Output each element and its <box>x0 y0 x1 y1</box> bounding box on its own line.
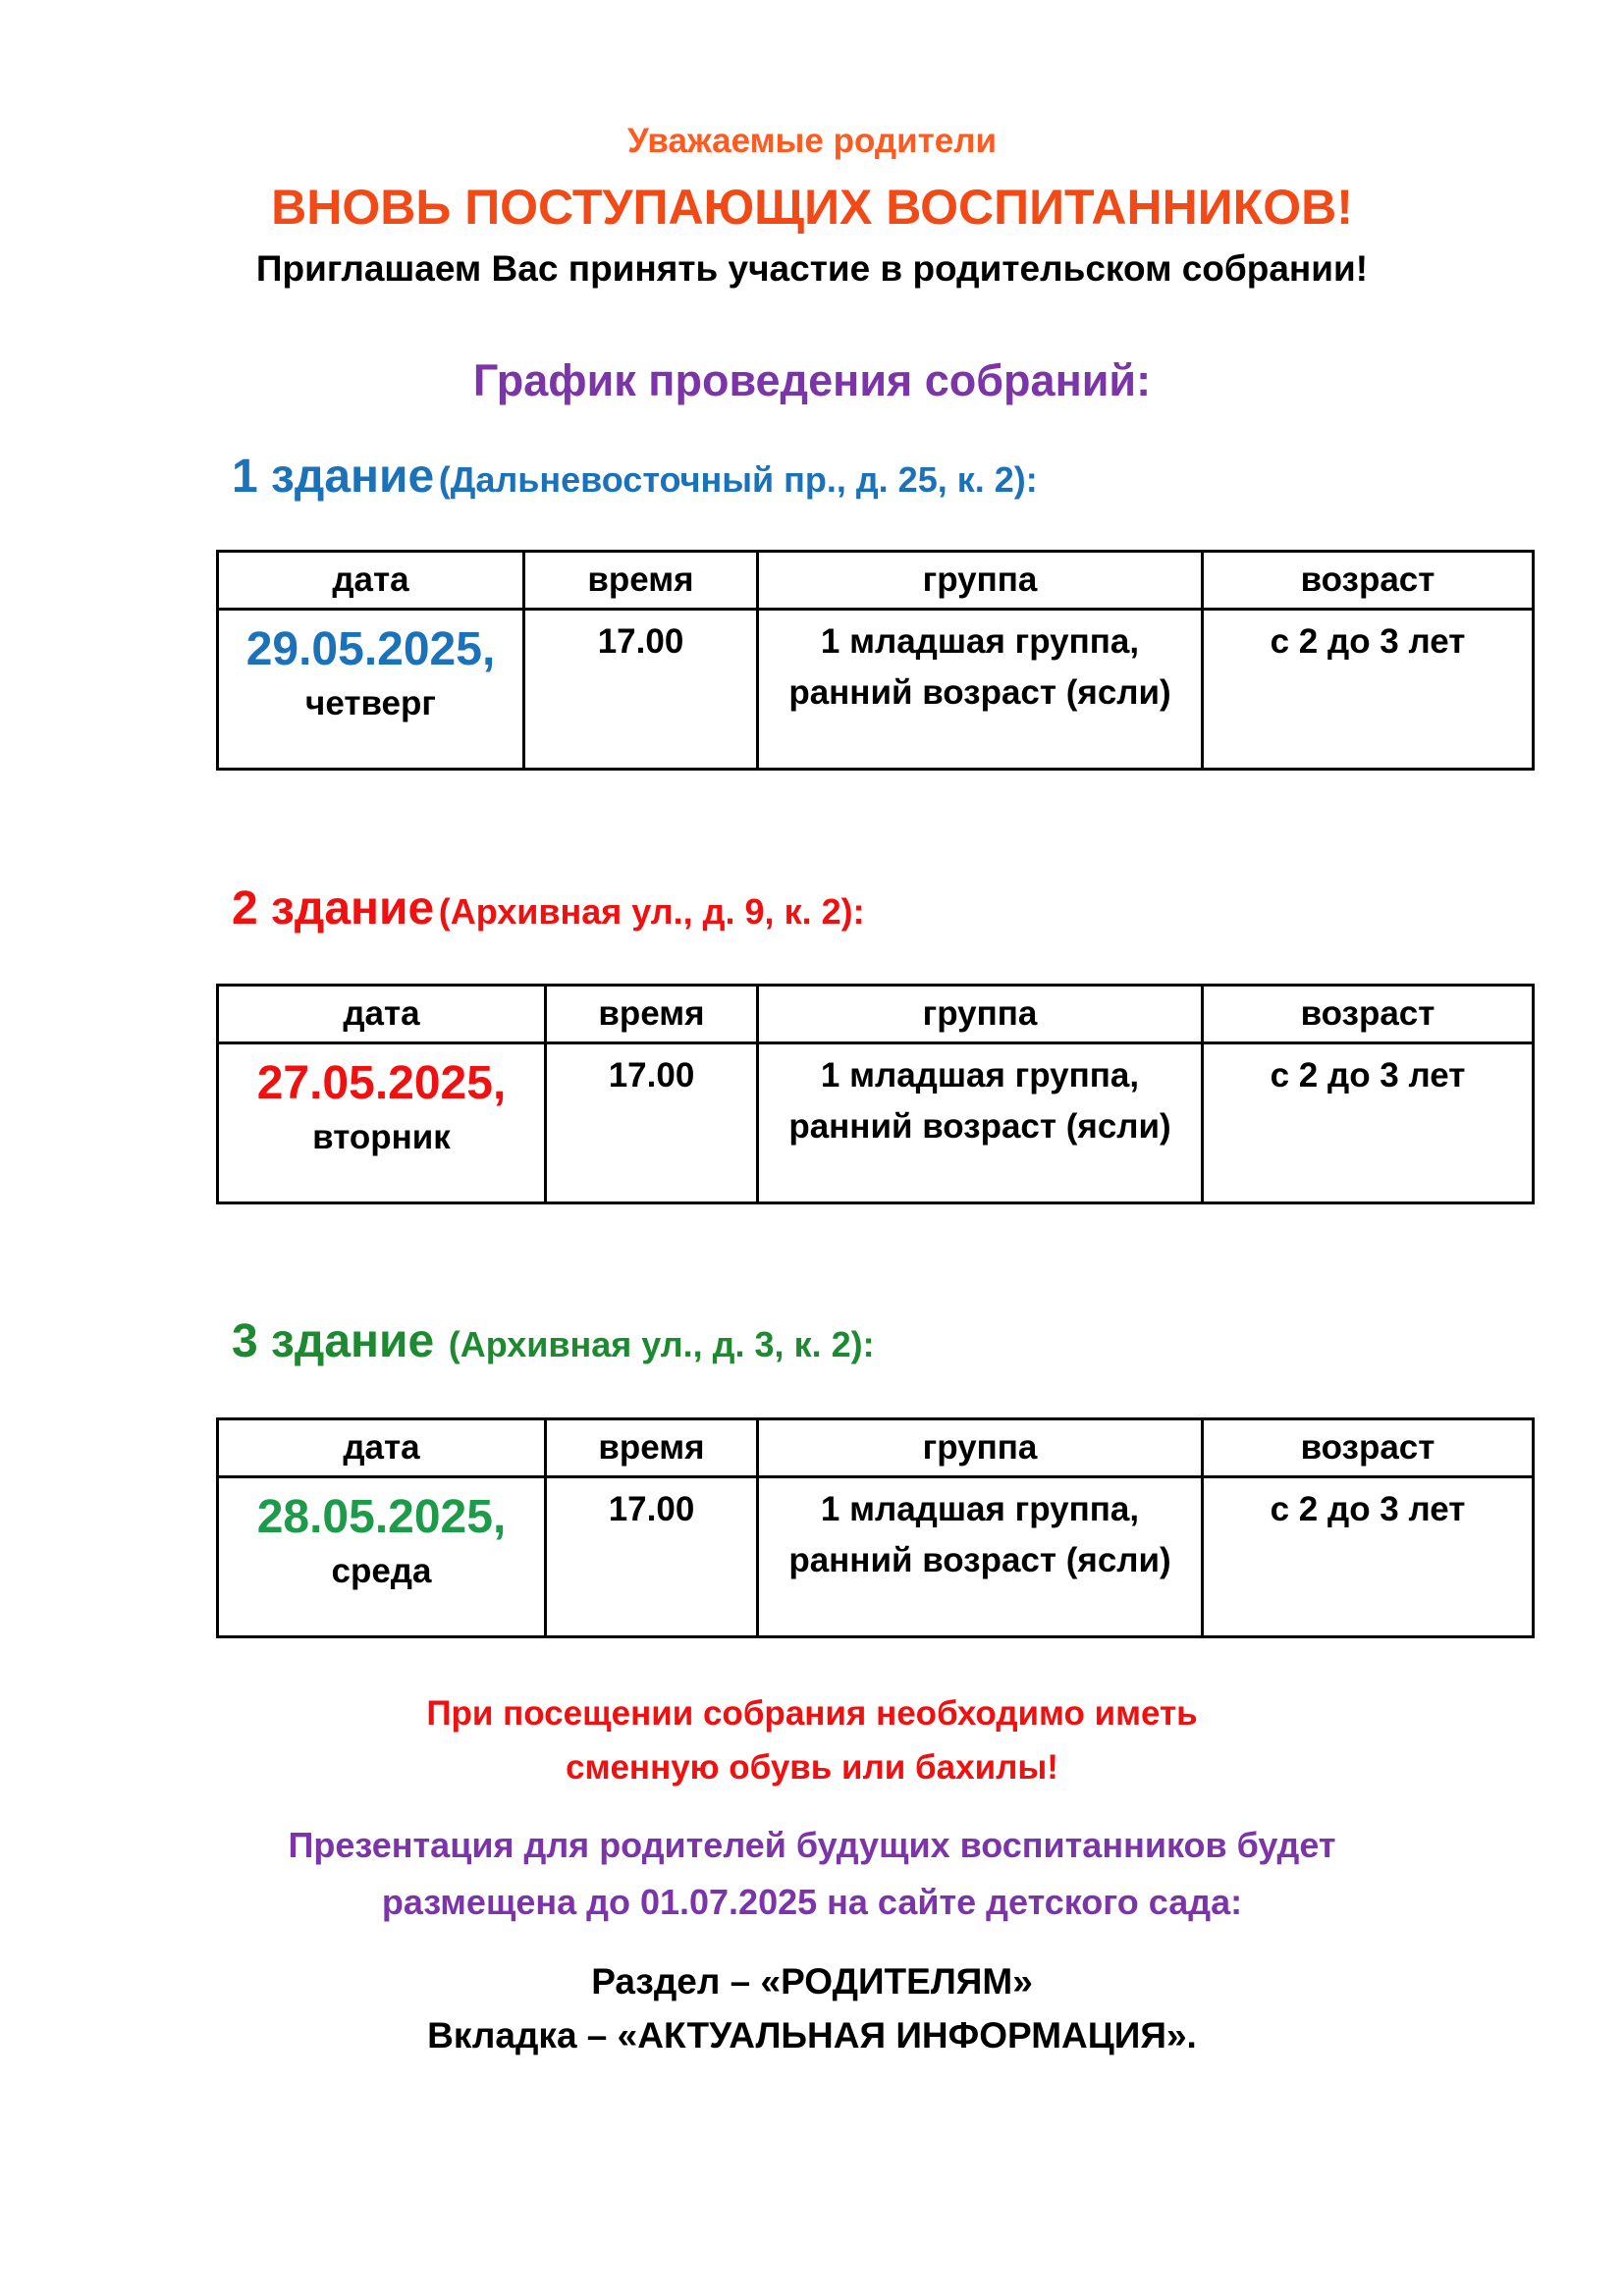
group-name: 1 младшая группа, <box>820 1056 1140 1095</box>
meeting-weekday: вторник <box>312 1118 451 1156</box>
presentation-note-line-2: размещена до 01.07.2025 на сайте детского сада: <box>381 1882 1243 1922</box>
column-header-date: дата <box>218 552 524 610</box>
column-header-time: время <box>546 986 758 1043</box>
meeting-date: 28.05.2025, <box>256 1491 507 1543</box>
age-range: с 2 до 3 лет <box>1203 1043 1534 1203</box>
table-header-row <box>218 552 1534 610</box>
table-row <box>218 1043 1534 1203</box>
building-address: (Архивная ул., д. 9, к. 2): <box>438 891 865 932</box>
headline: ВНОВЬ ПОСТУПАЮЩИХ ВОСПИТАННИКОВ! <box>271 180 1353 235</box>
group-cell <box>758 1477 1203 1637</box>
invitation-text: Приглашаем Вас принять участие в родительском собрании! <box>255 248 1369 289</box>
website-tab: Вкладка – «АКТУАЛЬНАЯ ИНФОРМАЦИЯ». <box>427 2015 1197 2056</box>
table-row <box>218 610 1534 770</box>
table-header-row <box>218 986 1534 1043</box>
column-header-age: возраст <box>1203 1419 1534 1477</box>
meeting-time: 17.00 <box>546 1043 758 1203</box>
column-header-group: группа <box>758 986 1203 1043</box>
building-name: 1 здание <box>232 451 435 503</box>
table-header-row <box>218 1419 1534 1477</box>
column-header-date: дата <box>218 1419 546 1477</box>
date-cell <box>218 1043 546 1203</box>
meeting-time: 17.00 <box>546 1477 758 1637</box>
building-1-schedule-table <box>216 550 1535 771</box>
schedule-title: График проведения собраний: <box>472 355 1152 405</box>
column-header-age: возраст <box>1203 552 1534 610</box>
greeting-line: Уважаемые родители <box>626 122 998 160</box>
age-range: с 2 до 3 лет <box>1203 1477 1534 1637</box>
shoe-notice-line-1: При посещении собрания необходимо иметь <box>426 1694 1198 1733</box>
shoe-notice-line-2: сменную обувь или бахилы! <box>566 1748 1058 1787</box>
building-address: (Архивная ул., д. 3, к. 2): <box>448 1324 875 1364</box>
building-3-heading <box>232 1314 875 1368</box>
meeting-date: 29.05.2025, <box>245 623 496 675</box>
column-header-time: время <box>524 552 758 610</box>
column-header-date: дата <box>218 986 546 1043</box>
column-header-time: время <box>546 1419 758 1477</box>
building-2-schedule-table <box>216 984 1535 1204</box>
building-name: 2 здание <box>232 882 435 934</box>
meeting-date: 27.05.2025, <box>256 1057 507 1109</box>
building-1-heading <box>232 450 1038 504</box>
meeting-weekday: среда <box>331 1552 432 1590</box>
building-3-schedule-table <box>216 1417 1535 1638</box>
column-header-group: группа <box>758 1419 1203 1477</box>
column-header-age: возраст <box>1203 986 1534 1043</box>
building-2-heading <box>232 881 865 935</box>
website-section: Раздел – «РОДИТЕЛЯМ» <box>591 1961 1033 2002</box>
group-cell <box>758 1043 1203 1203</box>
group-name: 1 младшая группа, <box>820 622 1140 661</box>
group-cell <box>758 610 1203 770</box>
meeting-time: 17.00 <box>524 610 758 770</box>
building-name: 3 здание <box>232 1315 435 1367</box>
date-cell <box>218 610 524 770</box>
column-header-group: группа <box>758 552 1203 610</box>
table-row <box>218 1477 1534 1637</box>
building-address: (Дальневосточный пр., д. 25, к. 2): <box>438 459 1038 500</box>
date-cell <box>218 1477 546 1637</box>
group-age-category: ранний возраст (ясли) <box>788 1541 1171 1579</box>
group-age-category: ранний возраст (ясли) <box>788 673 1171 712</box>
age-range: с 2 до 3 лет <box>1203 610 1534 770</box>
presentation-note-line-1: Презентация для родителей будущих воспитанников будет <box>288 1825 1336 1865</box>
group-age-category: ранний возраст (ясли) <box>788 1107 1171 1146</box>
group-name: 1 младшая группа, <box>820 1490 1140 1528</box>
meeting-weekday: четверг <box>305 684 436 722</box>
